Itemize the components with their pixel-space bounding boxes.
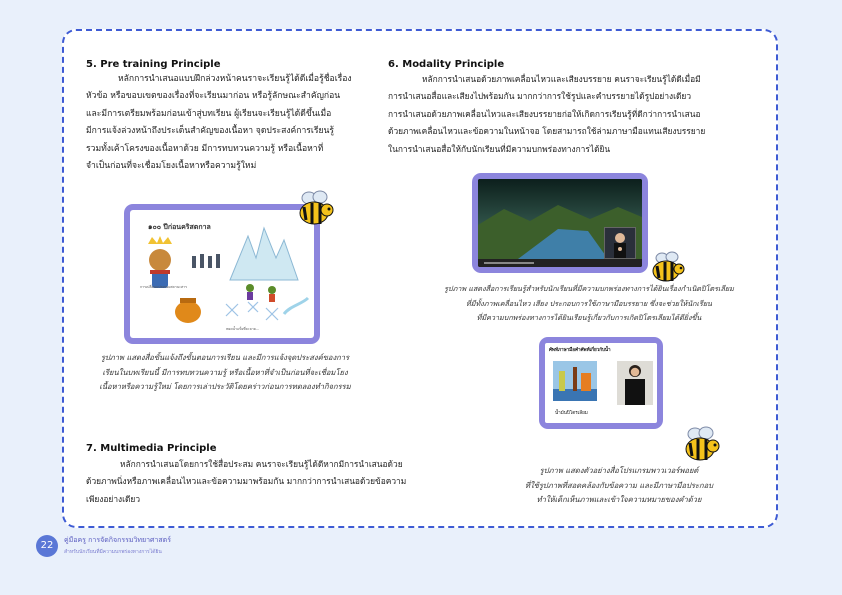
modality-line: ด้วยภาพเคลื่อนไหวและข้อความในหน้าจอ โดยสามารถใช้ล่ามภาษามือแทนเสียงบรรยาย <box>388 126 706 137</box>
modality-line: การนำเสนอสื่อและเสียงไปพร้อมกัน มากกว่าการใช้รูปและคำบรรยายได้รูปอย่างเดียว <box>388 91 692 102</box>
pretraining-line: มีการแจ้งล่วงหน้าถึงประเด็นสำคัญของเนื้อหา จุดประสงค์การเรียนรู้ <box>86 126 334 137</box>
multimedia-caption-line: รูปภาพ แสดงตัวอย่างสื่อโปรแกรมพาวเวอร์พอยต์ <box>539 466 699 475</box>
pretraining-image-title: ๑๐๐ ปีก่อนคริสตกาล <box>148 223 211 231</box>
pretraining-caption-line: เรียนในบทเรียนนี้ มีการทบทวนความรู้ หรือเนื้อหาที่จำเป็นก่อนที่จะเชื่อมโยง <box>102 367 348 377</box>
interpreter-figure <box>605 228 635 258</box>
modality-paragraph <box>388 71 760 158</box>
multimedia-caption-line: ที่ใช้รูปภาพที่สอดคล้องกับข้อความ และมีภาษามือประกอบ <box>524 480 714 490</box>
modality-video-still <box>478 179 642 267</box>
modality-caption-line: ที่มีทั้งภาพเคลื่อนไหว เสียง ประกอบการใช้ภาษามือบรรยาย ซึ่งจะช่วยให้นักเรียน <box>466 298 712 308</box>
bee-icon <box>648 250 688 284</box>
multimedia-line: หลักการนำเสนอโดยการใช้สื่อประสม คนราจะเรียนรู้ได้ดีหากมีการนำเสนอด้วย <box>120 459 403 469</box>
pretraining-caption-line: รูปภาพ แสดงสื่อขั้นแจ้งถึงขั้นตอนการเรียน และมีการแจ้งจุดประสงค์ของการ <box>100 353 350 362</box>
multimedia-caption <box>488 464 750 508</box>
footer-title: คู่มือครู การจัดกิจกรรมวิทยาศาสตร์ <box>64 536 171 544</box>
multimedia-line: ด้วยภาพนิ่งหรือภาพเคลื่อนไหวและข้อความมาพร้อมกัน มากกว่าการนำเสนอด้วยข้อความ <box>86 476 407 487</box>
pretraining-line: หัวข้อ หรือขอบเขตของเรื่องที่จะเรียนมาก่อน หรือรู้ลักษณะสำคัญก่อน <box>86 91 341 102</box>
pretraining-line: จำเป็นก่อนที่จะเชื่อมโยงเนื้อหาหรือความรู้ใหม่ <box>86 161 257 172</box>
modality-image-frame <box>472 173 648 273</box>
modality-caption <box>408 282 770 326</box>
modality-caption-line: ที่มีความบกพร่องทางการได้ยินเรียนรู้เกี่ยวกับการเกิดปิโตรเลียมได้ดียิ่งขึ้น <box>476 313 702 322</box>
section-title-multimedia: 7. Multimedia Principle <box>86 443 217 454</box>
multimedia-paragraph <box>86 456 466 508</box>
pretraining-image <box>130 210 314 338</box>
slide-label: น้ำมันปิโตรเลียม <box>555 411 588 416</box>
footer-subtitle: สำหรับนักเรียนที่มีความบกพร่องทางการได้ยิน <box>64 549 162 555</box>
pretraining-image-note2: หยดน้ำแข็งที่ละลาย... <box>226 327 260 331</box>
pretraining-line: หลักการนำเสนอแบบฝึกล่วงหน้าคนราจะเรียนรู้ได้ดีเมื่อรู้ชื่อเรื่อง <box>118 74 352 84</box>
modality-caption-line: รูปภาพ แสดงสื่อการเรียนรู้สำหรับนักเรียนที่มีความบกพร่องทางการได้ยินเรื่องกำเนิดปิโตรเลียม <box>444 284 734 293</box>
pretraining-line: และมีการเตรียมพร้อมก่อนเข้าสู่บทเรียน ผู้เรียนจะเรียนรู้ได้ดีขึ้นเมื่อ <box>86 108 332 119</box>
multimedia-caption-line: ทำให้เด็กเห็นภาพและเข้าใจความหมายของคำด้วย <box>536 495 702 504</box>
modality-line: หลักการนำเสนอด้วยภาพเคลื่อนไหวและเสียงบรรยาย คนราจะเรียนรู้ได้ดีเมื่อมี <box>422 74 701 84</box>
pretraining-caption <box>80 351 370 395</box>
section-title-modality: 6. Modality Principle <box>388 59 505 70</box>
section-title-pretraining: 5. Pre training Principle <box>86 59 221 70</box>
multimedia-line: เพียงอย่างเดียว <box>86 493 141 504</box>
bee-icon <box>680 425 722 463</box>
pretraining-image-frame <box>124 204 320 344</box>
sign-interpreter-inset <box>604 227 636 259</box>
pretraining-line: รวมทั้งเค้าโครงของเนื้อหาด้วย มีการทบทวนความรู้ หรือเนื้อหาที่ <box>86 143 324 154</box>
bee-icon <box>294 189 336 227</box>
modality-line: ในการนำเสนอสื่อให้กับนักเรียนที่มีความบกพร่องทางการได้ยิน <box>388 143 611 154</box>
multimedia-image-frame <box>539 337 663 429</box>
pretraining-image-note: การเปลี่ยนแปลงของสถานะสาร <box>140 285 187 289</box>
pretraining-paragraph <box>86 71 374 175</box>
page-number: 22 <box>36 535 58 557</box>
pretraining-caption-line: เนื้อหาหรือความรู้ใหม่ โดยการเล่าประวัติโดยคร่าวก่อนการทดลองทำกิจกรรม <box>99 382 351 391</box>
multimedia-slide <box>545 343 657 423</box>
modality-line: การนำเสนอด้วยภาพเคลื่อนไหวและเสียงบรรยายก่อให้เกิดการเรียนรู้ที่ดีกว่าการนำเสนอ <box>388 108 701 119</box>
pretraining-illustration <box>130 210 314 338</box>
slide-heading: ศัพท์ภาษามือคำศัพท์เกี่ยวกับน้ำ <box>549 348 611 353</box>
